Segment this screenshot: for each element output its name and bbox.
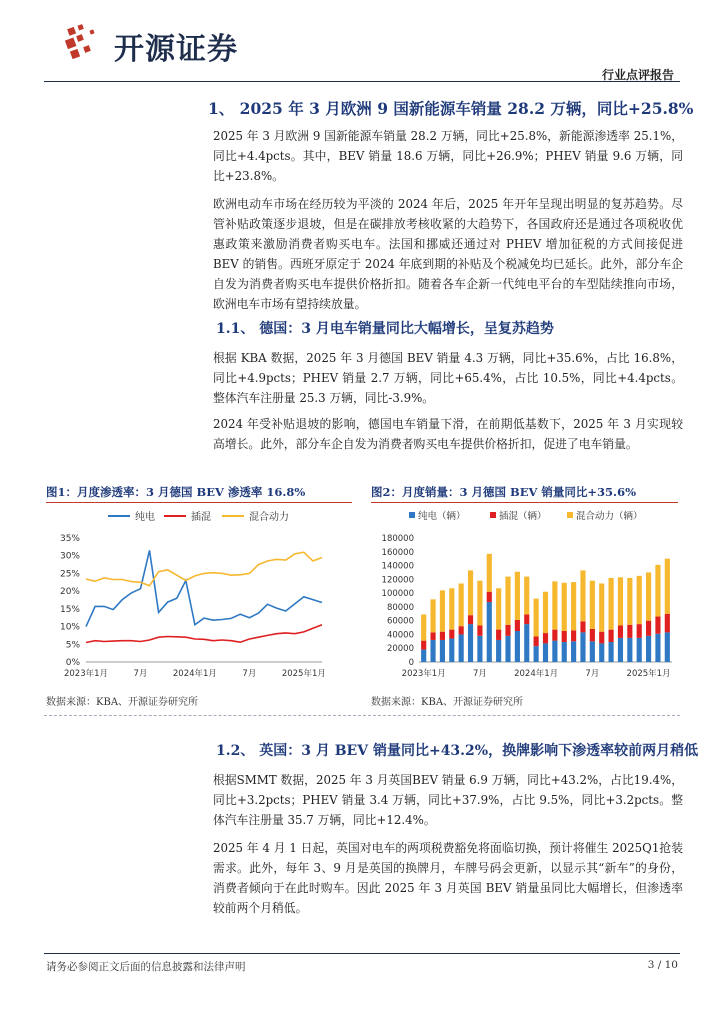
bar-1-2024-09 (609, 642, 614, 662)
bar-1-2024年1月 (534, 646, 539, 662)
bar-3-2023-02 (430, 599, 435, 632)
bar-2-2023-08 (487, 592, 492, 602)
bar-2-2024-11 (627, 625, 632, 638)
bar-3-2023-03 (440, 590, 445, 631)
bar-3-2023年7月 (477, 581, 482, 626)
series-line-3 (86, 552, 322, 586)
bar-1-2024-10 (618, 638, 623, 662)
section-1-2-heading: 1.2、 英国：3 月 BEV 销量同比+43.2%，换牌影响下渗透率较前两月稍低 (216, 743, 699, 759)
bar-2-2023年1月 (421, 641, 426, 650)
y-tick-label: 20% (59, 587, 80, 598)
legend-swatch-1 (409, 512, 415, 518)
y-tick-label: 35% (59, 534, 80, 544)
y-tick-label: 160000 (381, 547, 414, 558)
y-tick-label: 40000 (386, 630, 414, 641)
footer-disclaimer: 请务必参阅正文后面的信息披露和法律声明 (46, 961, 246, 973)
sales-stacked-bar-chart (371, 505, 678, 685)
x-tick-label: 2024年1月 (514, 669, 559, 679)
legend-swatch-3 (567, 512, 573, 518)
bar-2-2024年7月 (590, 629, 595, 641)
figure-2-source: 数据来源：KBA、开源证券研究所 (371, 697, 524, 708)
bar-3-2023-09 (496, 588, 501, 629)
bar-3-2023-10 (505, 577, 510, 625)
bar-2-2024-04 (562, 631, 567, 642)
bar-2-2024-05 (571, 630, 576, 641)
bar-3-2023-12 (524, 577, 529, 615)
y-tick-label: 10% (59, 622, 80, 633)
bar-3-2025年1月 (646, 572, 651, 620)
bar-3-2024-03 (552, 581, 557, 629)
x-tick-label: 7月 (472, 669, 487, 679)
legend-label-2: 插混 (191, 512, 211, 523)
bar-1-2025年1月 (646, 636, 651, 662)
document-type: 行业点评报告 (601, 68, 674, 82)
bar-2-2025-03 (665, 614, 670, 633)
bar-1-2024-11 (627, 638, 632, 662)
y-tick-label: 120000 (381, 575, 414, 586)
bar-3-2024-05 (571, 582, 576, 630)
bar-1-2023-09 (496, 640, 501, 662)
bar-3-2024年7月 (590, 581, 595, 629)
bar-2-2024-12 (637, 624, 642, 638)
bar-1-2024-05 (571, 641, 576, 662)
x-tick-label: 2024年1月 (172, 669, 217, 679)
bar-1-2024年7月 (590, 641, 595, 662)
bar-1-2023-03 (440, 640, 445, 662)
bar-2-2023-09 (496, 630, 501, 640)
bar-1-2024-04 (562, 642, 567, 662)
section-1-heading: 1、 2025 年 3 月欧洲 9 国新能源车销量 28.2 万辆，同比+25.8% (208, 99, 694, 118)
bar-2-2023-05 (459, 626, 464, 634)
bar-3-2024年1月 (534, 599, 539, 637)
bar-2-2023-06 (468, 615, 473, 624)
figure-1-source: 数据来源：KBA、开源证券研究所 (46, 697, 199, 708)
header-divider (44, 81, 680, 82)
bar-1-2023-05 (459, 634, 464, 662)
series-line-1 (86, 550, 322, 626)
bar-1-2024-08 (599, 643, 604, 662)
brand-name: 开源证券 (114, 32, 238, 67)
bar-3-2023-11 (515, 572, 520, 620)
bar-3-2024-10 (618, 577, 623, 625)
bar-2-2025年1月 (646, 621, 651, 636)
bar-2-2023-02 (430, 632, 435, 640)
section-1-1-heading: 1.1、 德国：3 月电车销量同比大幅增长，呈复苏趋势 (216, 321, 554, 337)
bar-1-2025-02 (655, 634, 660, 662)
bar-1-2023-12 (524, 624, 529, 662)
figure-1-title: 图1：月度渗透率：3 月德国 BEV 渗透率 16.8% (46, 485, 306, 499)
brand-logo-icon (62, 22, 110, 62)
y-tick-label: 140000 (381, 561, 414, 572)
bar-3-2024-08 (599, 583, 604, 631)
legend-label-3: 混合动力 (249, 512, 289, 523)
bar-1-2023-06 (468, 624, 473, 662)
x-tick-label: 2025年1月 (626, 669, 671, 679)
bar-1-2024-06 (580, 632, 585, 662)
section-1-2-paragraph-2: 2025 年 4 月 1 日起，英国对电车的两项税费豁免将面临切换，预计将催生 2025Q1抢装需求。此外，每年 3、9 月是英国的换牌月，车牌号码会更新，以显示其“新车”的身份，消费者倾向于在此时购车。因此 2025 年 3 月英国 BEV 销量虽同比大幅增长，但渗透率较前两个月稍低。 (213, 841, 683, 915)
bar-3-2024-04 (562, 583, 567, 631)
section-1-paragraph-2: 欧洲电动车市场在经历较为平淡的 2024 年后，2025 年开年呈现出明显的复苏趋势。尽管补贴政策逐步退坡，但是在碳排放考核收紧的大趋势下，各国政府还是通过各项税收优惠政策来激励消费者购买电车。法国和挪威还通过对 PHEV 增加征税的方式间接促进 BEV 的销售。西班牙原定于 2024 年底到期的补贴及个税减免均已延长。此外，部分车企自发为消费者购买电车提供价格折扣。随着各车企新一代纯电平台的车型陆续推向市场，欧洲电车市场有望持续放量。 (213, 197, 683, 311)
page-number: 3 / 10 (647, 959, 678, 971)
bar-2-2023-10 (505, 625, 510, 636)
x-tick-label: 7月 (242, 669, 257, 679)
y-tick-label: 100000 (381, 589, 414, 600)
bar-1-2025-03 (665, 632, 670, 662)
bar-3-2024-12 (637, 576, 642, 624)
y-tick-label: 20000 (386, 644, 414, 655)
y-tick-label: 5% (65, 640, 80, 651)
series-line-2 (86, 625, 322, 643)
bar-2-2023-04 (449, 630, 454, 639)
legend-label-1: 纯电 (135, 512, 155, 523)
bar-3-2024-11 (627, 578, 632, 625)
bar-2-2023年7月 (477, 625, 482, 635)
bar-2-2024-09 (609, 630, 614, 642)
bar-3-2025-02 (655, 565, 660, 617)
bar-3-2024-09 (609, 578, 614, 630)
y-tick-label: 15% (59, 604, 80, 615)
bar-2-2025-02 (655, 617, 660, 634)
bar-3-2023年1月 (421, 614, 426, 640)
legend-label-2: 插混（辆） (499, 511, 547, 522)
bar-2-2023-12 (524, 614, 529, 624)
bar-1-2023-02 (430, 640, 435, 662)
penetration-line-chart (46, 505, 352, 685)
bar-2-2024年1月 (534, 637, 539, 647)
y-tick-label: 60000 (386, 616, 414, 627)
x-tick-label: 7月 (133, 669, 148, 679)
bar-2-2023-11 (515, 620, 520, 631)
bar-2-2024-03 (552, 630, 557, 641)
bar-1-2023年1月 (421, 650, 426, 662)
x-tick-label: 2025年1月 (281, 669, 326, 679)
y-tick-label: 0 (408, 658, 414, 668)
bar-2-2024-02 (543, 633, 548, 643)
bar-3-2024-02 (543, 592, 548, 633)
bar-1-2024-02 (543, 643, 548, 662)
y-tick-label: 180000 (381, 534, 414, 544)
bar-1-2023年7月 (477, 636, 482, 662)
bar-3-2023-08 (487, 554, 492, 592)
bar-1-2023-11 (515, 631, 520, 662)
bar-1-2023-08 (487, 602, 492, 662)
y-tick-label: 80000 (386, 602, 414, 613)
bar-1-2023-10 (505, 636, 510, 662)
section-1-1-paragraph-1: 根据 KBA 数据，2025 年 3 月德国 BEV 销量 4.3 万辆，同比+35.6%，占比 16.8%，同比+4.9pcts；PHEV 销量 2.7 万辆，同比+65.4%，占比 10.5%，同比+4.4pcts。整体汽车注册量 25.3 万辆，同比-3.9%。 (213, 351, 683, 405)
legend-label-3: 混合动力（辆） (576, 511, 643, 522)
footer-divider (44, 953, 680, 954)
legend-label-1: 纯电（辆） (418, 511, 466, 522)
section-1-paragraph-1: 2025 年 3 月欧洲 9 国新能源车销量 28.2 万辆，同比+25.8%，新能源渗透率 25.1%，同比+4.4pcts。其中，BEV 销量 18.6 万辆，同比+26.9%；PHEV 销量 9.6 万辆，同比+23.8%。 (213, 129, 683, 183)
section-1-2-paragraph-1: 根据SMMT 数据，2025 年 3 月英国BEV 销量 6.9 万辆，同比+43.2%，占比19.4%，同比+3.2pcts；PHEV 销量 3.4 万辆，同比+37.9%，占比 9.5%，同比+3.2pcts。整体汽车注册量 35.7 万辆，同比+12.4%。 (213, 773, 683, 827)
bar-2-2024-06 (580, 621, 585, 632)
x-tick-label: 7月 (585, 669, 600, 679)
section-1-1-paragraph-2: 2024 年受补贴退坡的影响，德国电车销量下滑，在前期低基数下，2025 年 3 月实现较高增长。此外，部分车企自发为消费者购买电车提供价格折扣，促进了电车销量。 (213, 417, 683, 451)
y-tick-label: 30% (59, 551, 80, 562)
bar-1-2024-12 (637, 638, 642, 662)
section-divider (44, 715, 680, 716)
bar-3-2023-04 (449, 588, 454, 629)
figure-1-title-rule (46, 502, 352, 503)
bar-3-2023-05 (459, 583, 464, 626)
figure-2-title-rule (371, 502, 678, 503)
x-tick-label: 2023年1月 (401, 669, 446, 679)
bar-2-2024-08 (599, 632, 604, 644)
bar-1-2024-03 (552, 641, 557, 662)
x-tick-label: 2023年1月 (63, 669, 109, 679)
figure-2-title: 图2：月度销量：3 月德国 BEV 销量同比+35.6% (371, 485, 636, 499)
y-tick-label: 0% (65, 658, 80, 668)
bar-3-2024-06 (580, 570, 585, 621)
bar-3-2023-06 (468, 570, 473, 615)
bar-3-2025-03 (665, 559, 670, 614)
y-tick-label: 25% (59, 569, 80, 580)
bar-2-2024-10 (618, 625, 623, 637)
legend-swatch-2 (490, 512, 496, 518)
bar-2-2023-03 (440, 632, 445, 640)
bar-1-2023-04 (449, 639, 454, 662)
